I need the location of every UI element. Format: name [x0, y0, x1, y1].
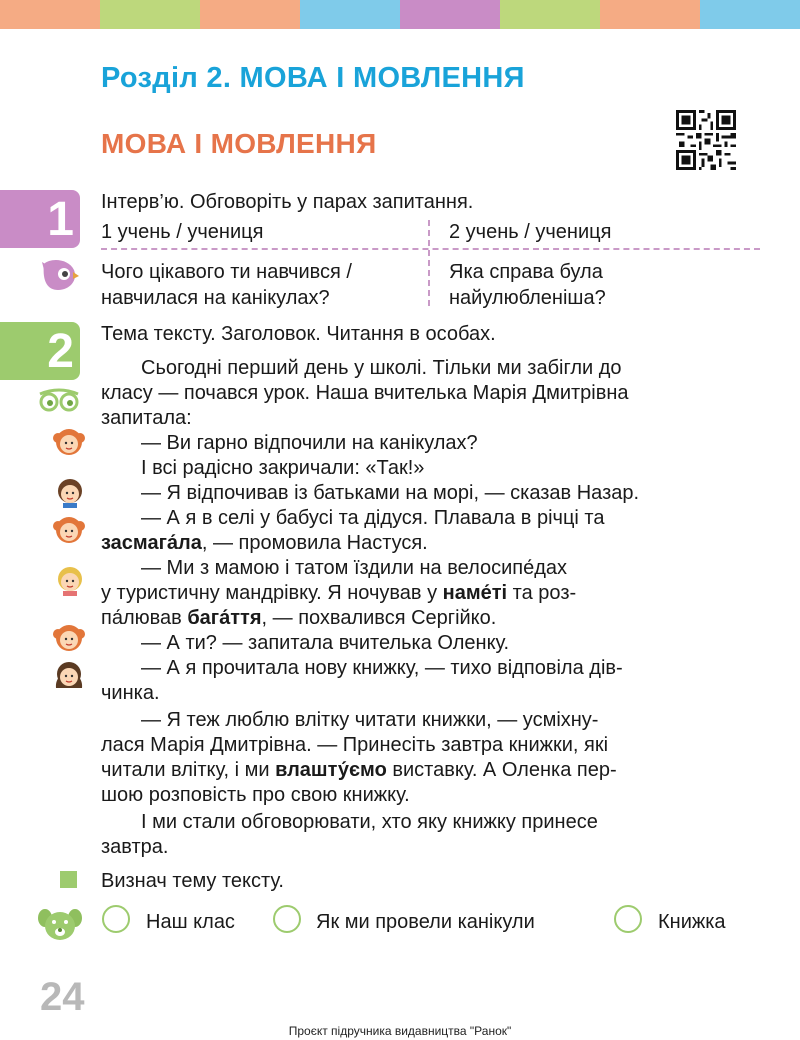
text-line: завтра.	[101, 836, 169, 858]
option-radio[interactable]	[102, 905, 130, 933]
text-line: шою розповість про свою книжку.	[101, 784, 410, 806]
top-color-stripes	[0, 0, 800, 29]
color-stripe	[700, 0, 800, 29]
text-line: — Я теж люблю влітку читати книжки, — усміхну-	[141, 709, 599, 731]
dog-icon	[38, 906, 82, 942]
vocabulary-word: влашту́ємо	[275, 759, 387, 781]
color-stripe	[500, 0, 600, 29]
column-2-question-line-2: найулюбленіша?	[449, 287, 606, 309]
text-line: — А ти? — запитала вчителька Оленку.	[141, 632, 510, 654]
qr-code-icon[interactable]	[676, 110, 736, 170]
option-radio[interactable]	[614, 905, 642, 933]
exercise-2-number: 2	[0, 322, 80, 380]
column-2-header: 2 учень / учениця	[449, 221, 612, 243]
text-line: запитала:	[101, 407, 192, 429]
text-line: — А я в селі у бабусі та дідуся. Плавала в річці та	[141, 507, 605, 529]
talking-bird-icon	[40, 256, 80, 294]
text-line: чинка.	[101, 682, 160, 704]
text-line: — Я відпочивав із батьками на морі, — сказав Назар.	[141, 482, 640, 504]
lesson-title: МОВА І МОВЛЕННЯ	[101, 128, 377, 159]
text-line: па́лював бага́ття, — похвалився Сергійко.	[101, 607, 497, 629]
option-label[interactable]: Наш клас	[146, 911, 235, 933]
table-divider-horizontal	[101, 248, 760, 250]
text-line: класу — почався урок. Наша вчителька Марія Дмитрівна	[101, 382, 629, 404]
boy-icon	[54, 474, 86, 508]
option-label[interactable]: Книжка	[658, 911, 726, 933]
color-stripe	[600, 0, 700, 29]
text-line: — А я прочитала нову книжку, — тихо відповіла дів-	[141, 657, 623, 679]
girl-redhead-icon	[52, 424, 86, 458]
exercise-1-number: 1	[0, 190, 80, 248]
text-line: Сьогодні перший день у школі. Тільки ми забігли до	[141, 357, 622, 379]
section-title: Розділ 2. МОВА І МОВЛЕННЯ	[101, 62, 525, 94]
text-line: — Ви гарно відпочили на канікулах?	[141, 432, 478, 454]
page-number: 24	[40, 975, 85, 1019]
girl-redhead-icon	[52, 512, 86, 546]
color-stripe	[100, 0, 200, 29]
boy-blond-icon	[54, 562, 86, 596]
color-stripe	[0, 0, 100, 29]
text-line: лася Марія Дмитрівна. — Принесіть завтра книжки, які	[101, 734, 609, 756]
color-stripe	[400, 0, 500, 29]
girl-brunette-icon	[52, 658, 86, 694]
exercise-2-instruction: Тема тексту. Заголовок. Читання в особах.	[101, 323, 496, 345]
color-stripe	[200, 0, 300, 29]
option-radio[interactable]	[273, 905, 301, 933]
task-bullet	[60, 871, 77, 888]
column-1-header: 1 учень / учениця	[101, 221, 264, 243]
option-label[interactable]: Як ми провели канікули	[316, 911, 535, 933]
text-line: І ми стали обговорювати, хто яку книжку принесе	[141, 811, 598, 833]
text-line: читали влітку, і ми влашту́ємо виставку. А Оленка пер-	[101, 759, 617, 781]
exercise-1-instruction: Інтерв’ю. Обговоріть у парах запитання.	[101, 191, 474, 213]
color-stripe	[300, 0, 400, 29]
vocabulary-word: засмага́ла	[101, 532, 202, 554]
glasses-icon	[38, 388, 80, 412]
column-1-question-line-2: навчилася на канікулах?	[101, 287, 330, 309]
vocabulary-word: наме́ті	[442, 582, 508, 604]
footer-note: Проєкт підручника видавництва "Ранок"	[288, 1024, 512, 1038]
text-line: засмага́ла, — промовила Настуся.	[101, 532, 428, 554]
task-instruction: Визнач тему тексту.	[101, 870, 284, 892]
text-line: у туристичну мандрівку. Я ночував у наме́ті та роз-	[101, 582, 577, 604]
girl-redhead-icon	[52, 620, 86, 654]
column-2-question-line-1: Яка справа була	[449, 261, 603, 283]
table-divider-vertical	[428, 220, 430, 306]
text-line: І всі радісно закричали: «Так!»	[141, 457, 425, 479]
text-line: — Ми з мамою і татом їздили на велосипе́дах	[141, 557, 568, 579]
vocabulary-word: бага́ття	[187, 607, 262, 629]
column-1-question-line-1: Чого цікавого ти навчився /	[101, 261, 352, 283]
